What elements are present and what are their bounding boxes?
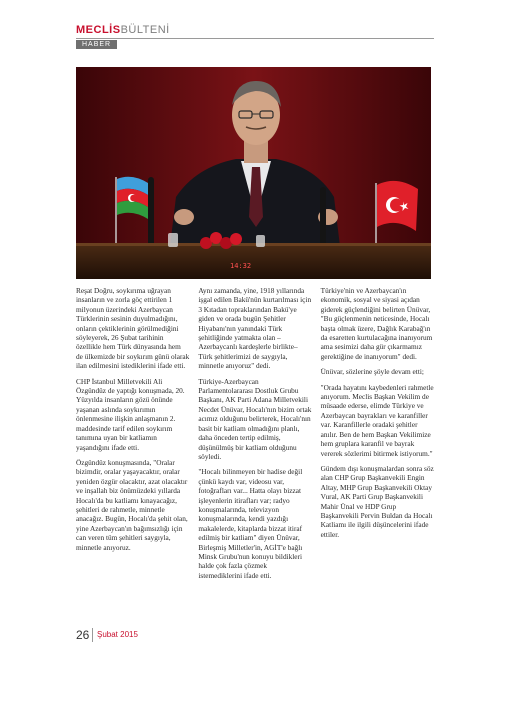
- paragraph: "Hocalı bilinmeyen bir hadise değil çünkü kaydı var, videosu var, fotoğrafları var... Hatta olayı bizzat işleyenlerin itirafları var; radyo konuşmalarında, televizyon konuşmalarında, kendi yazdığı makalelerde, kitaplarda bizzat itiraf edilmiş bir katliam" diyen Ünüvar, Birleşmiş Milletler'in, AGİT'e bağlı Minsk Grubu'nun konuyu bildikleri halde çok fazla çözmek istemediklerini ifade etti.: [198, 467, 303, 580]
- page-header: [76, 24, 436, 50]
- paragraph: Özgündüz konuşmasında, "Oralar bizimdir, oralar yaşayacaktır, oralar yeniden özgür olacaktır, azat olacaktır ve inşallah biz önümüzdeki yıllarda Hocalı'da bu katliamı kınayacağız, şehitleri de rahmetle, minnetle anacağız. Bugün, Hocalı'da şehit olan, yine Azerbaycan'ın bağımsızlığı için can veren tüm şehitleri saygıyla, minnetle anıyoruz.: [76, 457, 188, 552]
- paragraph: Türkiye-Azerbaycan Parlamentolararası Dostluk Grubu Başkanı, AK Parti Adana Milletvekili Necdet Ünüvar, Hocalı'nın bizim ortak acımız olduğunu belirterek, Hocalı'nın basit bir katliam olmadığını planlı, daha önceden tertip edilmiş, düşünülmüş bir katliam olduğunu söyledi.: [198, 376, 312, 461]
- publication-logo: [76, 24, 170, 36]
- article-photo: [76, 67, 431, 279]
- issue-date: Şubat 2015: [97, 630, 138, 639]
- paragraph: Türkiye'nin ve Azerbaycan'ın ekonomik, sosyal ve siyasi açıdan giderek güçlendiğini belirten Ünüvar, "Bu güçlenmenin neticesinde, Hocalı başta olmak üzere, Dağlık Karabağ'ın da esaretten kurtulacağına inanıyorum ama sesimizi daha gür çıkarmamız gerektiğine de inanıyorum" dedi.: [320, 286, 433, 361]
- desk-clock-display: 14:32: [230, 262, 252, 270]
- article-column-2: [198, 286, 311, 621]
- section-tag: HABER: [76, 40, 117, 49]
- paragraph: "Orada hayatını kaybedenleri rahmetle anıyorum. Meclis Başkan Vekilim de müsaade ederse, elimde Türkiye ve Azerbaycan bayrakları ve karanfiller var. Karanfillerle oradaki şehitler anılır. Ben de hem Başkan Vekilimize hem gruplara karanfil ve bayrak vererek sözlerimi bitirmek istiyorum.": [320, 382, 434, 458]
- article-column-1: [76, 286, 189, 621]
- page-number: 26: [76, 628, 90, 642]
- paragraph: Gündem dışı konuşmalardan sonra söz alan CHP Grup Başkanvekili Engin Altay, MHP Grup Başkanvekili Oktay Vural, AK Parti Grup Başkanvekili Mahir Ünal ve HDP Grup Başkanvekili Pervin Buldan da Hocalı Katliamı ile ilgili düşüncelerini ifade ettiler.: [320, 463, 434, 539]
- paragraph: CHP İstanbul Milletvekili Ali Özgündüz de yaptığı konuşmada, 20. Yüzyılda insanların gözü önünde yaşanan aslında soykırımın önlenmesine ilişkin anlaşmanın 2. maddesinde tarif edilen soykırım tanımına uyan bir katliamın yaşandığını ifade etti.: [76, 376, 185, 452]
- paragraph: Aynı zamanda, yine, 1918 yıllarında işgal edilen Bakü'nün kurtarılması için 3 Kıtadan topraklarından Bakü'ye giden ve orada bugün Şehitler Hiyabanı'nın yanındaki Türk şehitliğinde yatmakta olan –Azerbaycanlı kardeşlerle birlikte– Türk şehitlerimizi de saygıyla, minnetle anıyoruz" dedi.: [198, 286, 312, 371]
- article-column-3: [321, 286, 434, 621]
- header-rule: [76, 38, 434, 39]
- footer-divider: [92, 628, 93, 642]
- brand-light: BÜLTENİ: [120, 24, 170, 36]
- article-body: [76, 286, 434, 621]
- paragraph: Reşat Doğru, soykırıma uğrayan insanların ve zorla göç ettirilen 1 milyonun üzerindeki Azerbaycan Türklerinin sesinin duyulmadığını, onların çektiklerinin görülmediğini söyleyerek, 26 Şubat tarihinin özellikle hem Türk dünyasında hem de ülkemizde bir soykırım günü olarak ilan edilmesini istediklerini ifade etti.: [76, 286, 190, 371]
- brand-bold: MECLİS: [76, 24, 121, 36]
- paragraph: Ünüvar, sözlerine şöyle devam etti;: [320, 367, 424, 377]
